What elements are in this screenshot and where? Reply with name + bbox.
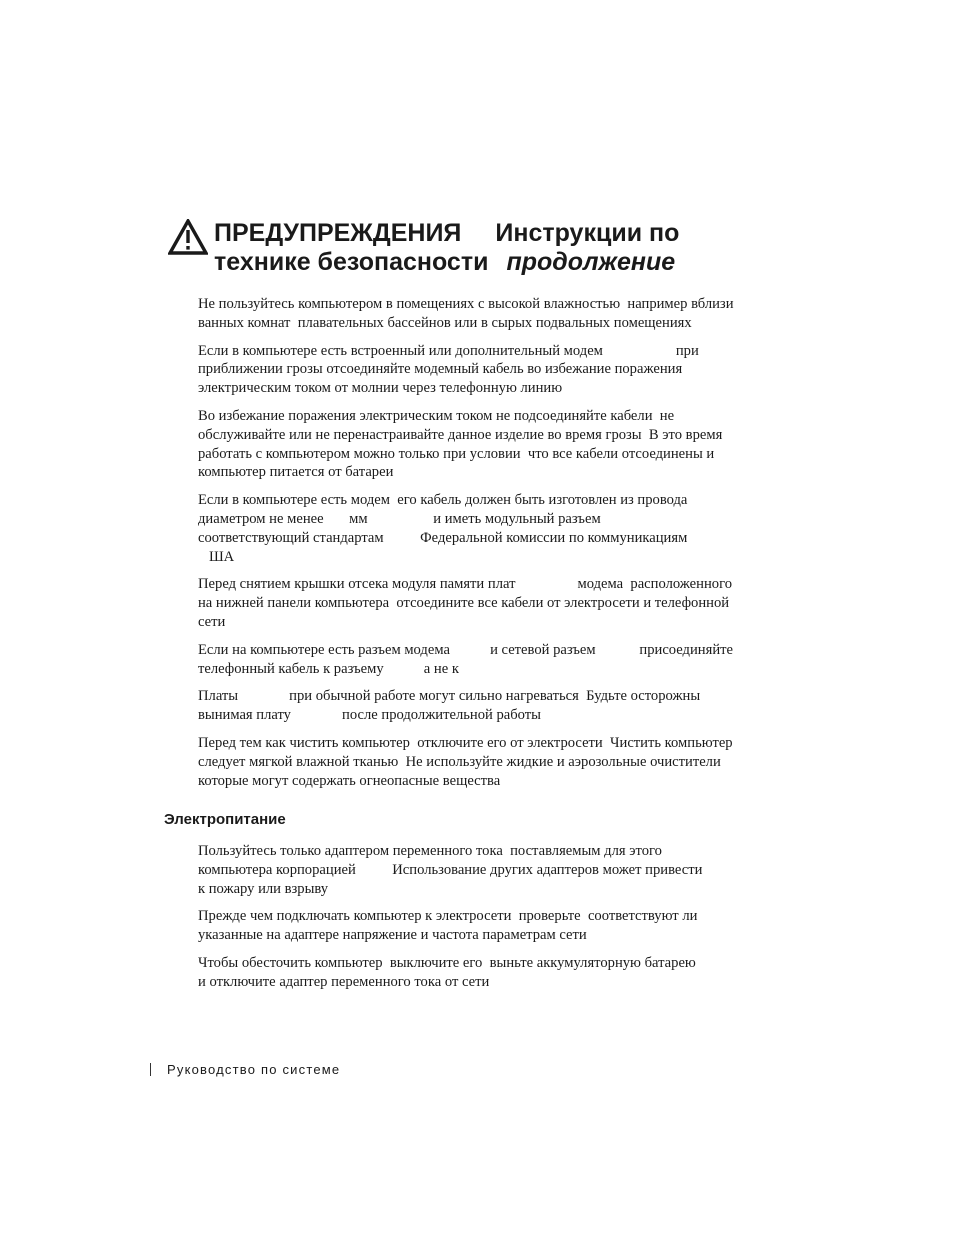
paragraph-line: которые могут содержать огнеопасные вещества (198, 772, 501, 789)
paragraph (198, 907, 788, 945)
paragraph-line: и отключите адаптер переменного тока от сети (198, 973, 490, 990)
paragraph (198, 641, 788, 679)
paragraph-line: Во избежание поражения электрическим током не подсоединяйте кабели не (198, 407, 675, 424)
paragraph (198, 295, 788, 333)
heading-instructions: Инструкции по (495, 219, 680, 247)
paragraph (198, 687, 788, 725)
paragraph-line: соответствующий стандартам Федеральной комиссии по коммуникациям (198, 529, 688, 546)
paragraph-line: электрическим током от молнии через телефонную линию (198, 380, 563, 397)
paragraph-line: на нижней панели компьютера отсоедините все кабели от электросети и телефонной (198, 595, 730, 612)
paragraph-line: Перед тем как чистить компьютер отключите его от электросети Чистить компьютер (198, 734, 733, 751)
paragraph-line: Прежде чем подключать компьютер к электросети проверьте соответствуют ли (198, 908, 698, 925)
paragraph-line: Платы при обычной работе могут сильно нагреваться Будьте осторожны (198, 688, 701, 705)
paragraph-line: компьютер питается от батареи (198, 464, 394, 481)
paragraph-line: телефонный кабель к разъему а не к (198, 660, 459, 677)
paragraph-line: ША (198, 548, 235, 565)
paragraph-line: компьютера корпорацией Использование других адаптеров может привести (198, 861, 703, 878)
footer-divider (150, 1063, 151, 1076)
paragraph-line: вынимая плату после продолжительной работы (198, 707, 541, 724)
paragraph-line: Если в компьютере есть модем его кабель должен быть изготовлен из провода (198, 492, 688, 509)
paragraph-line: Если в компьютере есть встроенный или дополнительный модем при (198, 342, 699, 359)
paragraph-line: к пожару или взрыву (198, 880, 329, 897)
power-list (198, 842, 788, 992)
heading-safety: технике безопасности (214, 248, 489, 276)
heading-text (214, 219, 868, 277)
paragraph-line: Пользуйтесь только адаптером переменного тока поставляемым для этого (198, 843, 662, 859)
paragraph (198, 575, 788, 631)
paragraph (198, 342, 788, 398)
paragraph-line: сети (198, 613, 226, 630)
paragraph-line: Чтобы обесточить компьютер выключите его выньте аккумуляторную батарею (198, 954, 696, 971)
paragraph-line: диаметром не менее мм и иметь модульный разъем (198, 510, 601, 527)
heading-line-1 (214, 219, 868, 248)
heading-line-2 (214, 248, 868, 277)
paragraph-line: приближении грозы отсоединяйте модемный кабель во избежание поражения (198, 361, 683, 378)
paragraph (198, 491, 788, 566)
paragraph-line: Перед снятием крышки отсека модуля памяти плат модема расположенного (198, 576, 732, 593)
paragraph-line: обслуживайте или не перенастраивайте данное изделие во время грозы В это время (198, 426, 723, 443)
heading-warnings: ПРЕДУПРЕЖДЕНИЯ (214, 219, 462, 247)
paragraph (198, 407, 788, 482)
warning-triangle-icon (168, 219, 208, 255)
paragraph-line: работать с компьютером можно только при условии что все кабели отсоединены и (198, 445, 715, 462)
paragraph-line: следует мягкой влажной тканью Не используйте жидкие и аэрозольные очистители (198, 753, 721, 770)
paragraph-line: Если на компьютере есть разъем модема и сетевой разъем присоединяйте (198, 641, 733, 658)
section-heading (168, 219, 868, 277)
paragraph-line: Не пользуйтесь компьютером в помещениях с высокой влажностью например вблизи (198, 296, 734, 312)
paragraph (198, 954, 788, 992)
footer-title: Руководство по системе (167, 1062, 341, 1077)
power-subheading: Электропитание (164, 811, 286, 828)
paragraph-line: ванных комнат плавательных бассейнов или в сырых подвальных помещениях (198, 314, 692, 331)
page-footer (150, 1062, 340, 1078)
warnings-list (198, 295, 788, 790)
heading-continued: продолжение (506, 248, 676, 276)
paragraph (198, 734, 788, 790)
paragraph (198, 842, 788, 898)
paragraph-line: указанные на адаптере напряжение и частота параметрам сети (198, 927, 587, 944)
